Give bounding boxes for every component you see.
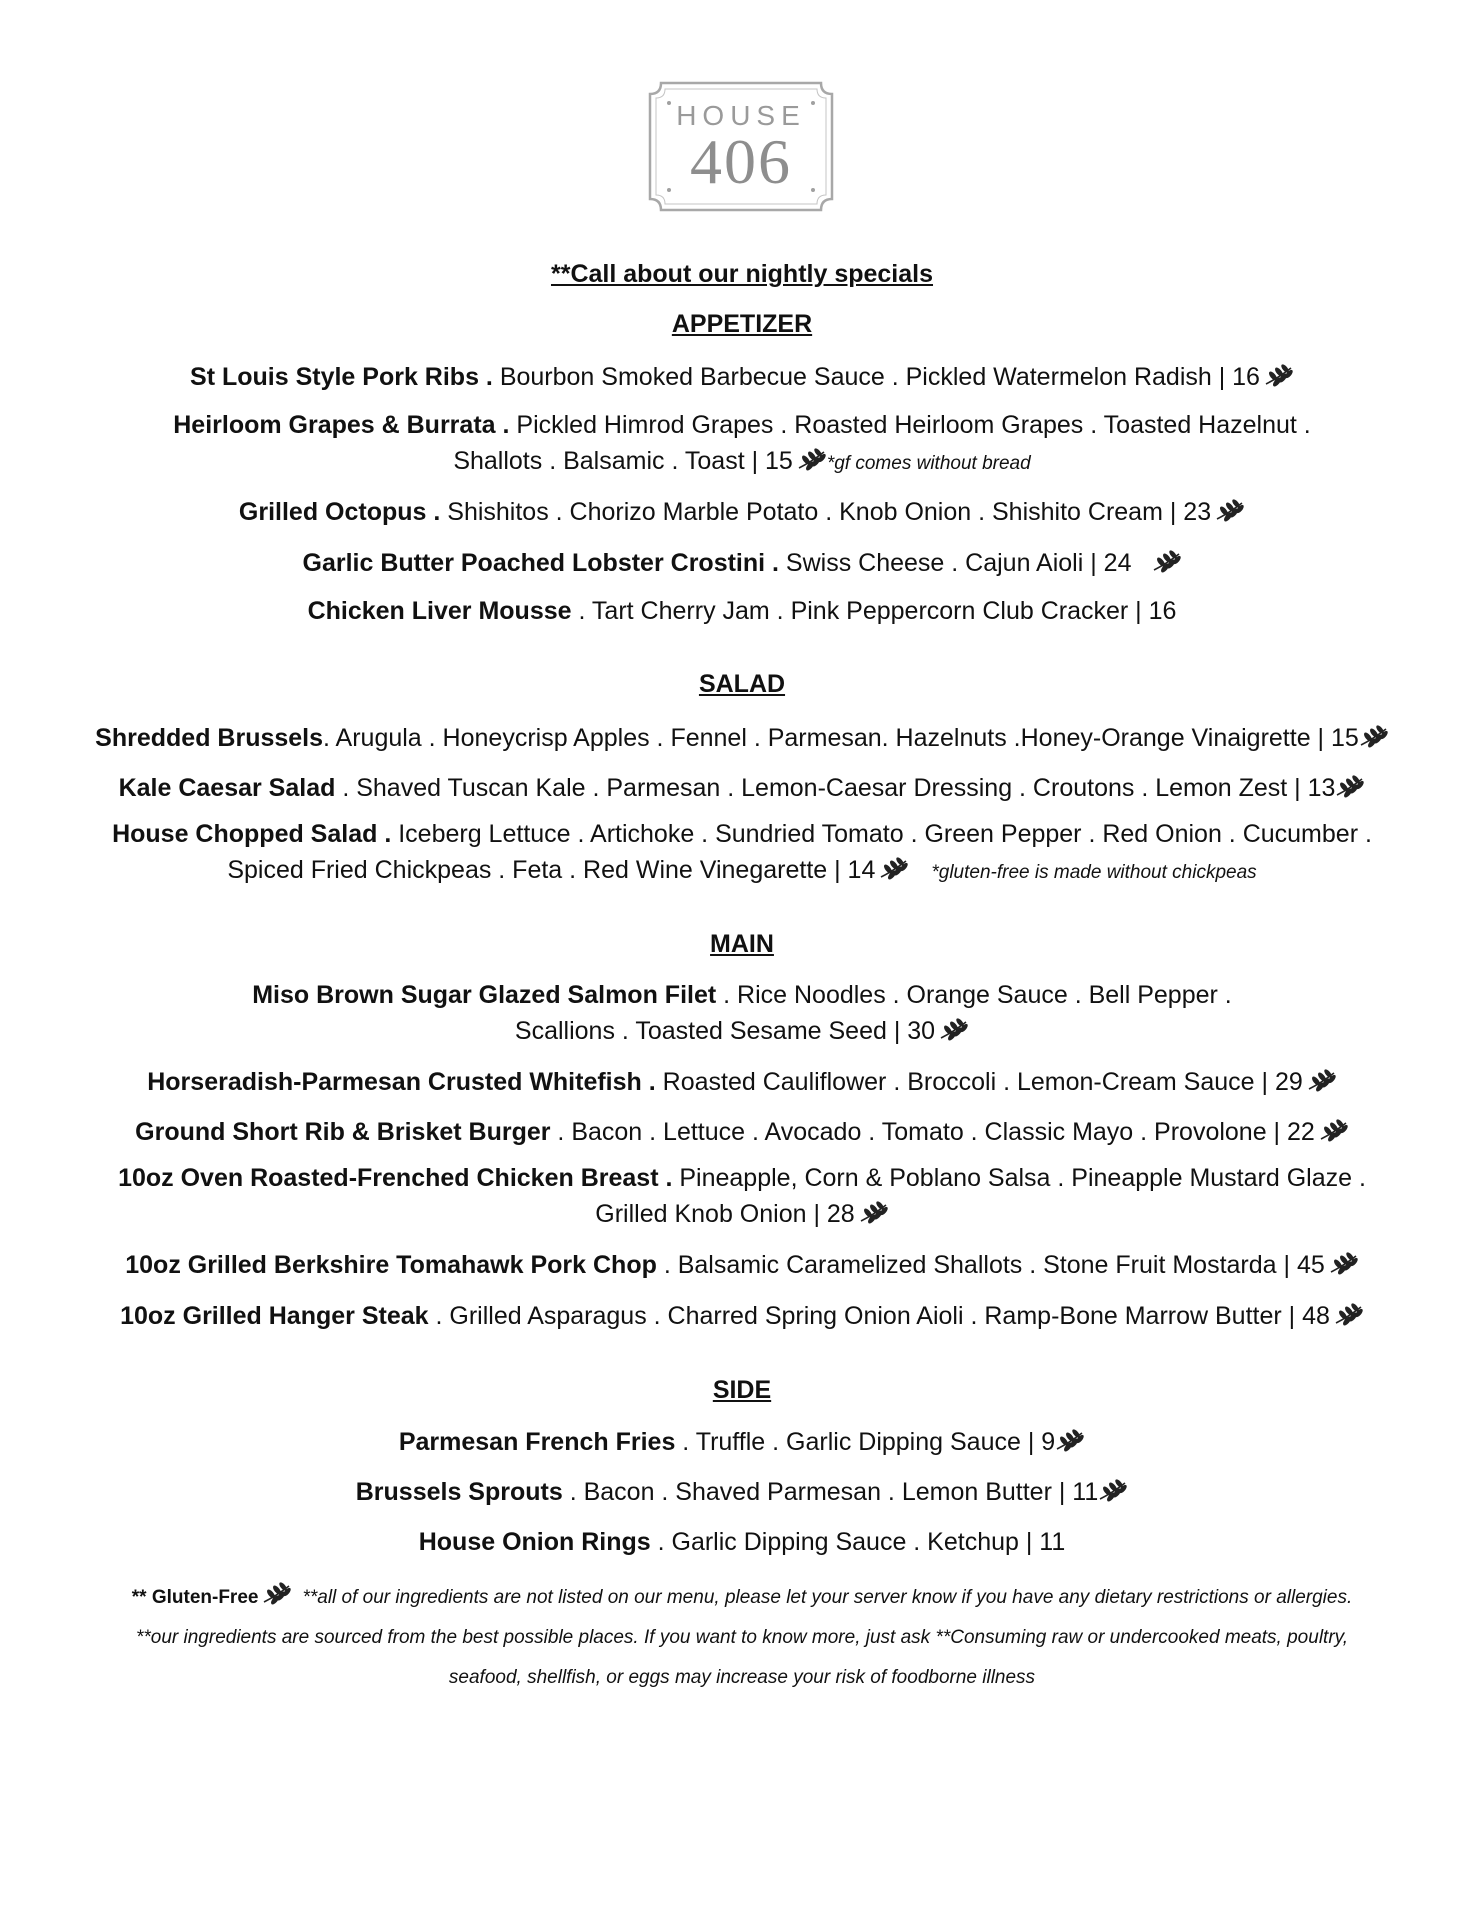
item-name: Miso Brown Sugar Glazed Salmon Filet <box>252 981 717 1009</box>
item-note: *gf comes without bread <box>826 453 1031 474</box>
item-name: Shredded Brussels <box>95 724 324 752</box>
wheat-icon <box>859 1201 889 1225</box>
wheat-icon <box>939 1018 969 1042</box>
section-title-salad: SALAD <box>698 670 786 698</box>
footer-line-2: **our ingredients are sourced from the best possible places. If you want to know more, just ask **Consuming raw or undercooked meats, poultry, <box>135 1627 1349 1648</box>
wheat-icon <box>262 1582 292 1606</box>
specials-note: **Call about our nightly specials <box>550 260 934 288</box>
wheat-icon <box>1359 725 1389 749</box>
menu-item <box>60 816 1424 852</box>
item-name: 10oz Oven Roasted-Frenched Chicken Breast . <box>118 1164 673 1192</box>
menu-item <box>60 1474 1424 1510</box>
allergy-note: **all of our ingredients are not listed on our menu, please let your server know if you have any dietary restrictions or allergies. <box>302 1587 1353 1608</box>
menu-item <box>60 1247 1424 1283</box>
wheat-icon <box>1055 1429 1085 1453</box>
logo <box>647 80 835 213</box>
item-desc: . Garlic Dipping Sauce . Ketchup | 11 <box>650 1528 1066 1556</box>
footer-line-1 <box>40 1578 1444 1618</box>
item-name: Chicken Liver Mousse <box>307 597 572 625</box>
menu-item <box>60 359 1424 395</box>
wheat-icon <box>1307 1069 1337 1093</box>
item-desc: . Balsamic Caramelized Shallots . Stone Fruit Mostarda | 45 <box>656 1251 1325 1279</box>
wheat-icon <box>1152 550 1182 574</box>
item-desc: Bourbon Smoked Barbecue Sauce . Pickled Watermelon Radish | 16 <box>492 363 1260 391</box>
menu-item <box>60 593 1424 629</box>
item-desc-line2: Grilled Knob Onion | 28 <box>595 1200 855 1228</box>
item-name: Brussels Sprouts <box>355 1478 563 1506</box>
menu-item-continued <box>60 852 1424 891</box>
menu-item-continued <box>60 1013 1424 1049</box>
wheat-icon <box>879 857 909 881</box>
item-desc: Pineapple, Corn & Poblano Salsa . Pineapple Mustard Glaze . <box>672 1164 1366 1192</box>
item-name: Garlic Butter Poached Lobster Crostini . <box>302 549 779 577</box>
item-name: House Onion Rings <box>418 1528 651 1556</box>
menu-item <box>60 545 1424 581</box>
item-name: Ground Short Rib & Brisket Burger <box>135 1118 551 1146</box>
item-desc: . Shaved Tuscan Kale . Parmesan . Lemon-Caesar Dressing . Croutons . Lemon Zest | 13 <box>335 774 1336 802</box>
item-name: House Chopped Salad . <box>112 820 392 848</box>
item-desc: Roasted Cauliflower . Broccoli . Lemon-Cream Sauce | 29 <box>655 1068 1303 1096</box>
item-desc-line2: Scallions . Toasted Sesame Seed | 30 <box>514 1017 936 1045</box>
item-note: *gluten-free is made without chickpeas <box>931 862 1257 883</box>
item-desc: . Tart Cherry Jam . Pink Peppercorn Club Cracker | 16 <box>571 597 1177 625</box>
menu-item <box>60 494 1424 530</box>
item-desc: Shishitos . Chorizo Marble Potato . Knob Onion . Shishito Cream | 23 <box>440 498 1212 526</box>
wheat-icon <box>1264 364 1294 388</box>
menu-item <box>60 1160 1424 1196</box>
gluten-free-label: ** Gluten-Free <box>131 1587 259 1608</box>
item-desc: Iceberg Lettuce . Artichoke . Sundried Tomato . Green Pepper . Red Onion . Cucumber . <box>391 820 1372 848</box>
menu-item <box>60 720 1424 756</box>
item-name: St Louis Style Pork Ribs . <box>190 363 493 391</box>
wheat-icon <box>1329 1252 1359 1276</box>
item-desc: . Rice Noodles . Orange Sauce . Bell Pepper . <box>716 981 1232 1009</box>
wheat-icon <box>1098 1479 1128 1503</box>
menu-item <box>60 407 1424 443</box>
wheat-icon <box>1335 775 1365 799</box>
item-desc-line2: Shallots . Balsamic . Toast | 15 <box>453 447 793 475</box>
item-name: Grilled Octopus . <box>238 498 441 526</box>
item-desc-line2: Spiced Fried Chickpeas . Feta . Red Wine Vinegarette | 14 <box>227 856 876 884</box>
wheat-icon <box>1334 1303 1364 1327</box>
item-name: Parmesan French Fries <box>398 1428 676 1456</box>
menu-item <box>60 770 1424 806</box>
item-desc: . Arugula . Honeycrisp Apples . Fennel . Parmesan. Hazelnuts .Honey-Orange Vinaigrette | 15 <box>323 724 1359 752</box>
section-title-side: SIDE <box>712 1376 772 1404</box>
footer-line-3: seafood, shellfish, or eggs may increase your risk of foodborne illness <box>448 1667 1036 1688</box>
item-desc: Swiss Cheese . Cajun Aioli | 24 <box>778 549 1132 577</box>
menu-item-continued <box>60 443 1424 482</box>
item-name: Horseradish-Parmesan Crusted Whitefish . <box>147 1068 656 1096</box>
item-name: Heirloom Grapes & Burrata . <box>173 411 510 439</box>
menu-item <box>60 1524 1424 1560</box>
logo-number-text: 406 <box>690 126 792 197</box>
item-desc: . Bacon . Lettuce . Avocado . Tomato . Classic Mayo . Provolone | 22 <box>550 1118 1315 1146</box>
wheat-icon <box>1319 1119 1349 1143</box>
item-desc: . Grilled Asparagus . Charred Spring Onion Aioli . Ramp-Bone Marrow Butter | 48 <box>428 1302 1330 1330</box>
menu-item <box>60 1424 1424 1460</box>
wheat-icon <box>1215 499 1245 523</box>
menu-item <box>60 1114 1424 1150</box>
menu-item <box>60 1064 1424 1100</box>
item-name: 10oz Grilled Hanger Steak <box>120 1302 429 1330</box>
item-name: 10oz Grilled Berkshire Tomahawk Pork Chop <box>125 1251 657 1279</box>
menu-item-continued <box>60 1196 1424 1232</box>
logo-house-text: HOUSE <box>676 100 806 131</box>
item-desc: Pickled Himrod Grapes . Roasted Heirloom Grapes . Toasted Hazelnut . <box>509 411 1311 439</box>
menu-item <box>60 1298 1424 1334</box>
menu-item <box>60 977 1424 1013</box>
section-title-appetizer: APPETIZER <box>671 310 813 338</box>
section-title-main: MAIN <box>710 930 774 958</box>
wheat-icon <box>797 448 827 472</box>
item-desc: . Truffle . Garlic Dipping Sauce | 9 <box>675 1428 1056 1456</box>
item-name: Kale Caesar Salad <box>118 774 336 802</box>
item-desc: . Bacon . Shaved Parmesan . Lemon Butter | 11 <box>562 1478 1099 1506</box>
